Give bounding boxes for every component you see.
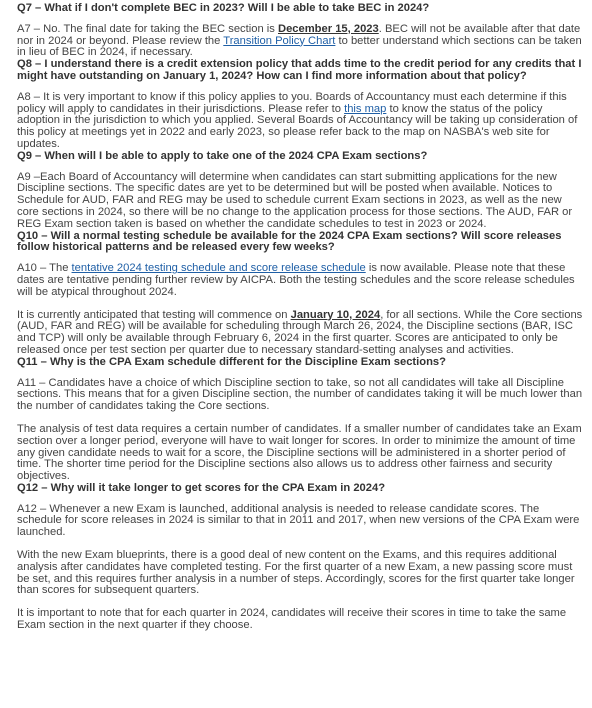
faq-answer-paragraph — [17, 172, 583, 231]
inline-link[interactable]: tentative 2024 testing schedule and score release schedule — [71, 262, 366, 275]
faq-answer-paragraph — [17, 24, 583, 59]
faq-item — [17, 59, 583, 151]
faq-question: Q10 – Will a normal testing schedule be available for the 2024 CPA Exam sections? Will score releases follow historical patterns and be released every few weeks? — [17, 229, 562, 254]
answer-text: is now available. Please note that these dates are tentative pending further review by AICPA. Both the testing schedules and the score release schedules will be atypical throughout 2024. — [17, 262, 575, 298]
faq-answer-paragraph — [17, 378, 583, 413]
answer-text: . BEC will not be available after that date nor in 2024 or beyond. Please review the — [17, 22, 581, 47]
faq-answer-paragraph — [17, 310, 583, 357]
answer-text: A9 –Each Board of Accountancy will determine when candidates can start submitting applications for the new Discipline sections. The specific dates are yet to be determined but will be posted when available. Notices to Schedule for AUD, FAR and REG may be used to schedule current Exam sections in 2023, as well as the new core sections in 2024, so there will be no change to the application process for those sections. The AUD, FAR or REG Exam section taken is based on whether the candidate schedules to test in 2023 or 2024. — [17, 170, 573, 230]
emphasized-date: January 10, 2024 — [290, 308, 381, 321]
faq-answer-paragraph — [17, 608, 583, 632]
emphasized-date: December 15, 2023 — [277, 22, 379, 35]
faq-answer-paragraph — [17, 263, 583, 298]
faq-answer-paragraph — [17, 550, 583, 597]
answer-text: to better understand which sections can be taken in lieu of BEC in 2024, if necessary. — [17, 34, 582, 59]
faq-answer-paragraph — [17, 424, 583, 483]
answer-text: to know the status of the policy adoption in the jurisdiction to which you applied. Several Boards of Accountancy will be taking up consideration of this policy at meetings yet in 2022 and early 2023, so please refer back to the map on NASBA's web site for updates. — [17, 102, 578, 150]
answer-text: It is important to note that for each quarter in 2024, candidates will receive their scores in time to take the same Exam section in the next quarter if they choose. — [17, 607, 567, 632]
faq-item — [17, 231, 583, 357]
answer-text: A7 – No. The final date for taking the BEC section is — [17, 22, 278, 35]
answer-text: The analysis of test data requires a certain number of candidates. If a smaller number of candidates take an Exam section over a longer period, everyone will have to wait longer for scores. In order to minimize the amount of time any given candidate needs to wait for a score, the Discipline sections will be administered in a shorter period of time. The shorter time period for the Discipline sections also allows us to address other fairness and security objectives. — [17, 422, 582, 483]
answer-text: A11 – Candidates have a choice of which Discipline section to take, so not all candidates will take all Discipline sections. This means that for a given Discipline section, the number of candidates taking it will be much lower than the number of candidates taking the Core sections. — [17, 376, 583, 413]
faq-question: Q9 – When will I be able to apply to take one of the 2024 CPA Exam sections? — [17, 149, 428, 162]
faq-answer-paragraph — [17, 504, 583, 539]
faq-answer-paragraph — [17, 92, 583, 151]
answer-text: With the new Exam blueprints, there is a good deal of new content on the Exams, and this requires additional analysis after candidates have completed testing. For the first quarter of a new Exam, a new passing score must be set, and this requires further analysis in a number of steps. Accordingly, scores for the first quarter take longer than scores for subsequent quarters. — [17, 549, 575, 597]
inline-link[interactable]: Transition Policy Chart — [223, 34, 336, 47]
inline-link[interactable]: this map — [344, 102, 387, 115]
answer-text: , for all sections. While the Core sections (AUD, FAR and REG) will be available for scheduling through March 26, 2024, the Discipline sections (BAR, ISC and TCP) will only be available through February 6, 2024 in the first quarter. Scores are anticipated to only be released once per test section per quarter due to necessary standard-setting analyses and activities. — [17, 308, 583, 356]
answer-text: It is currently anticipated that testing will commence on — [17, 308, 291, 321]
answer-text: A8 – It is very important to know if this policy applies to you. Boards of Accountancy must each determine if this policy will apply to candidates in their jurisdictions. Please refer to — [17, 90, 567, 115]
faq-item — [17, 151, 583, 231]
faq-item — [17, 483, 583, 632]
faq-question: Q11 – Why is the CPA Exam schedule different for the Discipline Exam sections? — [17, 355, 446, 368]
faq-question: Q8 – I understand there is a credit extension policy that adds time to the credit period for any credits that I might have outstanding on January 1, 2024? How can I find more information about that policy? — [17, 58, 582, 82]
faq-question: Q7 – What if I don't complete BEC in 2023? Will I be able to take BEC in 2024? — [17, 2, 430, 14]
answer-text: A10 – The — [17, 262, 72, 275]
faq-question: Q12 – Why will it take longer to get scores for the CPA Exam in 2024? — [17, 481, 386, 494]
faq-item — [17, 357, 583, 483]
answer-text: A12 – Whenever a new Exam is launched, additional analysis is needed to release candidate scores. The schedule for score releases in 2024 is similar to that in 2011 and 2017, when new versions of the CPA Exam were launched. — [17, 502, 580, 539]
faq-item — [17, 3, 583, 59]
